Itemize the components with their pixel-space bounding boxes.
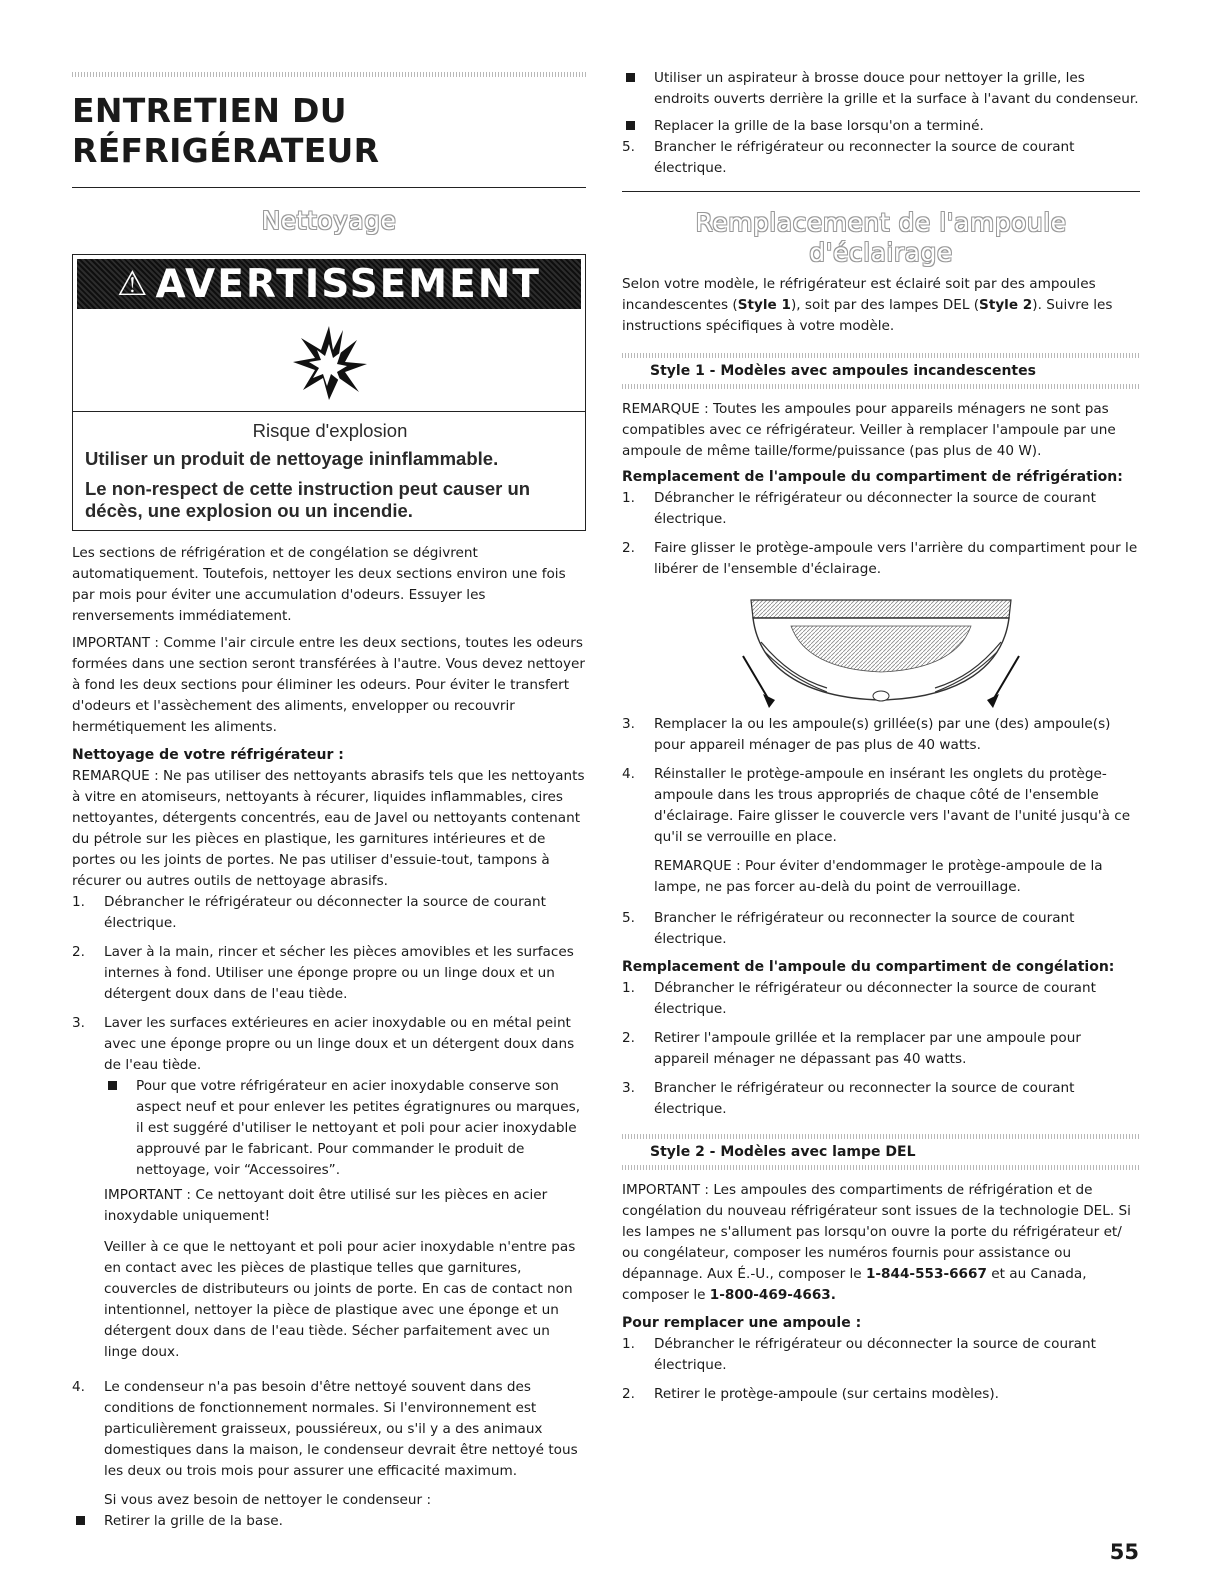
list-item: 2. Faire glisser le protège-ampoule vers l'arrière du compartiment pour le libérer de l'ensemble d'éclairage. xyxy=(622,540,1138,577)
replace-bulb-subheading: Pour remplacer une ampoule : xyxy=(622,1315,862,1331)
title-underline xyxy=(72,187,586,188)
freezer-lamp-subheading: Remplacement de l'ampoule du compartiment de congélation: xyxy=(622,959,1115,975)
step4-paragraph: Si vous avez besoin de nettoyer le condenseur : xyxy=(104,1492,432,1508)
top-rule xyxy=(72,72,586,77)
section-heading-nettoyage: Nettoyage xyxy=(261,206,397,235)
led-steps xyxy=(622,1334,1140,1405)
fridge-lamp-steps-continued xyxy=(622,714,1140,950)
style1-rule-bottom xyxy=(622,384,1140,389)
style2-rule-bottom xyxy=(622,1165,1140,1170)
explosion-icon xyxy=(73,313,585,412)
phone-us: 1-844-553-6667 xyxy=(865,1266,987,1282)
important-paragraph: IMPORTANT : Comme l'air circule entre les deux sections, toutes les odeurs formées dans une section seront transférées à l'autre. Vous devez nettoyer à fond les deux sections pour éliminer les odeurs. Pour éviter le transfert d'odeurs et l'assèchement des aliments, envelopper ou recouvrir hermétiquement les aliments. xyxy=(72,635,585,735)
fridge-lamp-steps xyxy=(622,488,1140,580)
condenser-bullets xyxy=(622,68,1140,137)
right-column xyxy=(622,0,1140,1405)
list-item: 5. Brancher le réfrigérateur ou reconnecter la source de courant électrique. xyxy=(622,910,1075,947)
list-item: 1. Débrancher le réfrigérateur ou déconnecter la source de courant électrique. xyxy=(72,894,546,931)
cleaning-steps xyxy=(72,892,586,1511)
warning-hazard: Risque d'explosion xyxy=(252,420,408,441)
list-item: 3. Laver les surfaces extérieures en acier inoxydable ou en métal peint avec une éponge propre ou un linge doux et un détergent doux dans de l'eau tiède. Pour que votre réfrigérateur en acier inoxydable conserve son aspect neuf et pour enlever les petites égratignures ou marques, il est suggéré d'utiliser le nettoyant et poli pour acier inoxydable approuvé par le fabricant. Pour commander le produit de nettoyage, voir “Accessoires”. IMPORTANT : Ce nettoyant doit être utilisé sur les pièces en acier inoxydable uniquement! Veiller à ce que le nettoyant et poli pour acier inoxydable n'entre pas en contact avec les pièces de plastique telles que garnitures, couvercles de distributeurs ou joints de porte. En cas de contact non intentionnel, nettoyer la pièce de plastique avec une éponge et un détergent doux dans de l'eau tiède. Sécher parfaitement avec un linge doux. xyxy=(72,1013,586,1363)
warning-banner-label: AVERTISSEMENT xyxy=(155,261,541,307)
style2-important: IMPORTANT : Les ampoules des compartiments de réfrigération et de congélation du nouveau réfrigérateur sont issues de la technologie DEL. Si les lampes ne s'allument pas lorsqu'on ouvre la porte du réfrigérateur et/ ou congélateur, composer les numéros fournis pour assistance ou dépannage. Aux É.-U., composer le 1-844-553-6667 et au Canada, composer le 1-800-469-4663. xyxy=(622,1182,1131,1303)
right-body xyxy=(622,274,1140,1405)
list-item: 4. Le condenseur n'a pas besoin d'être nettoyé souvent dans des conditions de fonctionnement normales. Si l'environnement est particulièrement graisseux, poussiéreux, ou s'il y a des animaux domestiques dans la maison, le condenseur devrait être nettoyé tous les deux ou trois mois pour assurer une efficacité maximum. Si vous avez besoin de nettoyer le condenseur : xyxy=(72,1377,586,1511)
list-item: Retirer la grille de la base. xyxy=(72,1511,586,1532)
list-item: 3. Brancher le réfrigérateur ou reconnecter la source de courant électrique. xyxy=(622,1080,1075,1117)
style1-heading: Style 1 - Modèles avec ampoules incandescentes xyxy=(650,363,1036,379)
list-item: 5. Brancher le réfrigérateur ou reconnecter la source de courant électrique. xyxy=(622,139,1075,176)
light-shield-diagram xyxy=(622,596,1140,714)
bullet-square-icon xyxy=(626,121,635,130)
list-item: 2. Retirer l'ampoule grillée et la remplacer par une ampoule pour appareil ménager ne dépassant pas 40 watts. xyxy=(622,1030,1081,1067)
list-item: 1. Débrancher le réfrigérateur ou déconnecter la source de courant électrique. xyxy=(622,490,1096,527)
list-item: Pour que votre réfrigérateur en acier inoxydable conserve son aspect neuf et pour enlever les petites égratignures ou marques, il est suggéré d'utiliser le nettoyant et poli pour acier inoxydable approuvé par le fabricant. Pour commander le produit de nettoyage, voir “Accessoires”. xyxy=(104,1076,586,1181)
list-item: 1. Débrancher le réfrigérateur ou déconnecter la source de courant électrique. xyxy=(622,980,1096,1017)
style2-heading: Style 2 - Modèles avec lampe DEL xyxy=(650,1144,916,1160)
bullet-square-icon xyxy=(76,1516,85,1525)
right-body-top xyxy=(622,68,1140,179)
fridge-lamp-subheading: Remplacement de l'ampoule du compartiment de réfrigération: xyxy=(622,469,1123,485)
list-item: Utiliser un aspirateur à brosse douce pour nettoyer la grille, les endroits ouverts derrière la grille et la surface à l'avant du condenseur. xyxy=(622,68,1140,110)
freezer-lamp-steps xyxy=(622,978,1140,1120)
list-item: 3. Remplacer la ou les ampoule(s) grillée(s) par une (des) ampoule(s) pour appareil ménager de pas plus de 40 watts. xyxy=(622,716,1111,753)
warning-consequence: Le non-respect de cette instruction peut causer un décès, une explosion ou un incendie. xyxy=(85,478,531,521)
remarque-paragraph: REMARQUE : Ne pas utiliser des nettoyants abrasifs tels que les nettoyants à vitre en atomiseurs, nettoyants à récurer, liquides inflammables, cires nettoyantes, détergents concentrés, eau de Javel ou nettoyants contenant du pétrole sur les pièces en plastique, les garnitures intérieures et de portes ou les joints de portes. Ne pas utiliser d'essuie-tout, tampons à récurer ou autres outils de nettoyage abrasifs. xyxy=(72,768,585,889)
phone-ca: 1-800-469-4663. xyxy=(709,1287,836,1303)
warning-box xyxy=(72,254,586,531)
list-item: 1. Débrancher le réfrigérateur ou déconnecter la source de courant électrique. xyxy=(622,1336,1096,1373)
left-column xyxy=(72,0,586,1532)
warning-instruction: Utiliser un produit de nettoyage ininflammable. xyxy=(85,448,499,469)
step3-bullets xyxy=(104,1076,586,1181)
page-number: 55 xyxy=(1109,1540,1139,1564)
page-title: ENTRETIEN DU RÉFRIGÉRATEUR xyxy=(72,91,380,170)
warning-text xyxy=(73,412,585,530)
bullet-square-icon xyxy=(626,73,635,82)
list-item: Replacer la grille de la base lorsqu'on a terminé. xyxy=(622,116,1140,137)
lamp-intro: Selon votre modèle, le réfrigérateur est éclairé soit par des ampoules incandescentes (Style 1), soit par des lampes DEL (Style 2). Suivre les instructions spécifiques à votre modèle. xyxy=(622,276,1113,334)
section-heading-ampoule: Remplacement de l'ampoule d'éclairage xyxy=(695,208,1067,267)
intro-paragraph: Les sections de réfrigération et de congélation se dégivrent automatiquement. Toutefois, nettoyer les deux sections environ une fois par mois pour éviter une accumulation d'odeurs. Essuyer les renversements immédiatement. xyxy=(72,545,566,624)
list-item: 2. Retirer le protège-ampoule (sur certains modèles). xyxy=(622,1386,999,1402)
step5-list xyxy=(622,137,1140,179)
section-divider xyxy=(622,191,1140,192)
cleaning-subheading: Nettoyage de votre réfrigérateur : xyxy=(72,747,344,763)
step3-paragraph: Veiller à ce que le nettoyant et poli pour acier inoxydable n'entre pas en contact avec les pièces de plastique telles que garnitures, couvercles de distributeurs ou joints de porte. En cas de contact non intentionnel, nettoyer la pièce de plastique avec une éponge et un détergent doux dans de l'eau tiède. Sécher parfaitement avec un linge doux. xyxy=(104,1239,576,1360)
step3-important: IMPORTANT : Ce nettoyant doit être utilisé sur les pièces en acier inoxydable uniquement! xyxy=(104,1187,548,1224)
list-item: 4. Réinstaller le protège-ampoule en insérant les onglets du protège-ampoule dans les trous appropriés de chaque côté de l'ensemble d'éclairage. Faire glisser le couvercle vers l'avant de l'unité jusqu'à ce qu'il se verrouille en place. REMARQUE : Pour éviter d'endommager le protège-ampoule de la lampe, ne pas forcer au-delà du point de verrouillage. xyxy=(622,764,1140,898)
list-item: 2. Laver à la main, rincer et sécher les pièces amovibles et les surfaces internes à fond. Utiliser une éponge propre ou un linge doux et un détergent doux dans de l'eau tiède. xyxy=(72,944,574,1002)
step4-bullets xyxy=(72,1511,586,1532)
left-body xyxy=(72,543,586,1532)
warning-triangle-icon: ⚠ xyxy=(117,264,150,304)
step4-remarque: REMARQUE : Pour éviter d'endommager le protège-ampoule de la lampe, ne pas forcer au-delà du point de verrouillage. xyxy=(654,858,1103,895)
warning-banner xyxy=(77,259,581,309)
style1-remarque: REMARQUE : Toutes les ampoules pour appareils ménagers ne sont pas compatibles avec ce réfrigérateur. Veiller à remplacer l'ampoule par une ampoule de même taille/forme/puissance (pas plus de 40 W). xyxy=(622,401,1116,459)
bullet-square-icon xyxy=(108,1081,117,1090)
